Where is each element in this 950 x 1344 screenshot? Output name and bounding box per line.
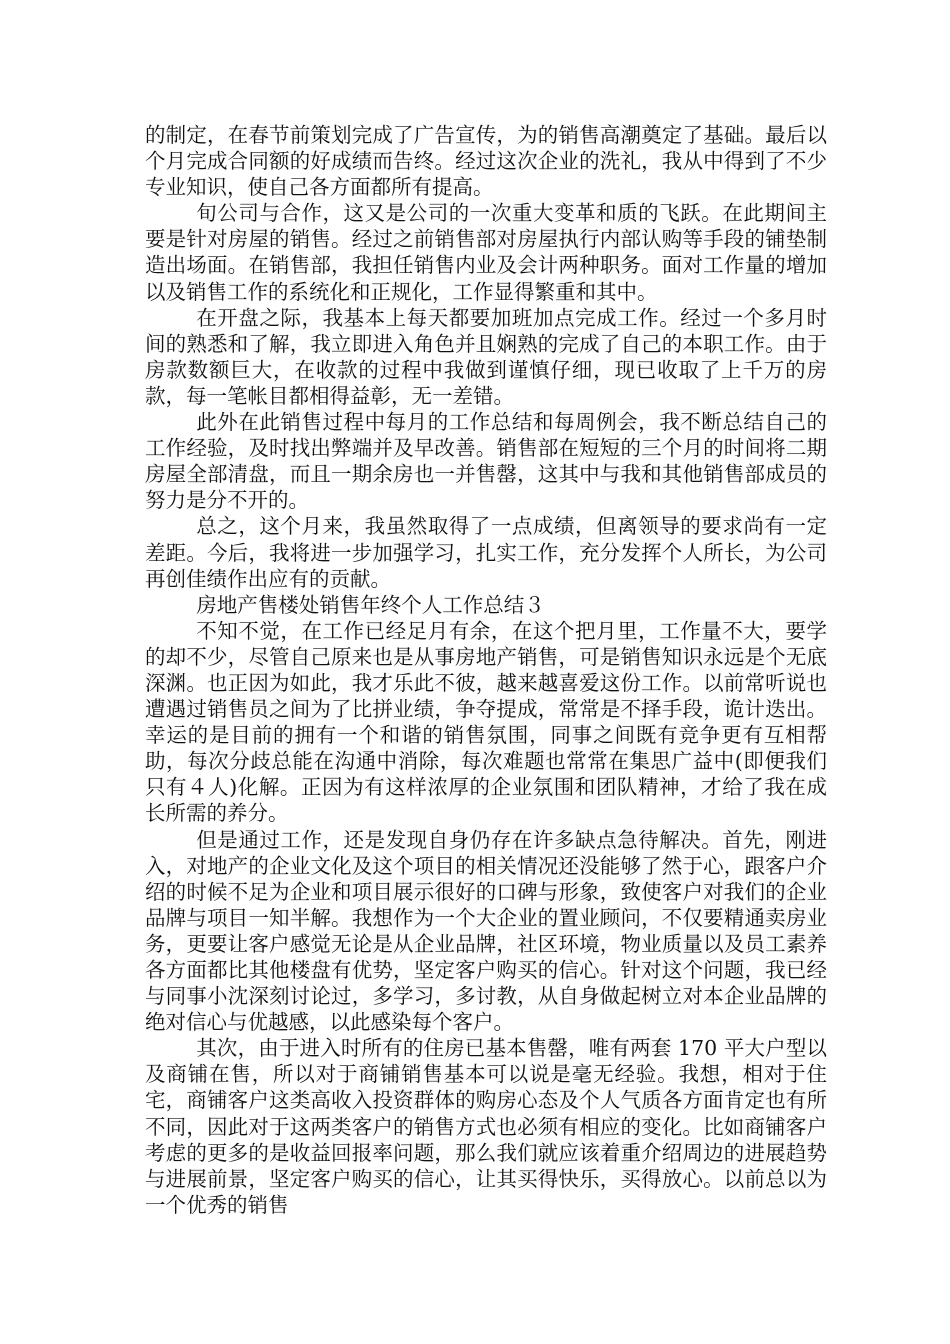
section-heading: 房地产售楼处销售年终个人工作总结３ bbox=[196, 592, 545, 617]
paragraph: 总之，这个月来，我虽然取得了一点成绩，但离领导的要求尚有一定差距。今后，我将进一步加强学习，扎实工作，充分发挥个人所长，为公司再创佳绩作出应有的贡献。 bbox=[145, 514, 827, 591]
paragraph: 其次，由于进入时所有的住房已基本售罄，唯有两套 170 平大户型以及商铺在售，所以对于商铺销售基本可以说是毫无经验。我想，相对于住宅，商铺客户这类高收入投资群体的购房心态及个人气质各方面肯定也有所不同，因此对于这两类客户的销售方式也必须有相应的变化。比如商铺客户考虑的更多的是收益回报率问题，那么我们就应该着重介绍周边的进展趋势与进展前景，坚定客户购买的信心，让其买得快乐，买得放心。以前总以为一个优秀的销售 bbox=[145, 1036, 827, 1217]
paragraph: 的制定，在春节前策划完成了广告宣传，为的销售高潮奠定了基础。最后以个月完成合同额的好成绩而告终。经过这次企业的洗礼，我从中得到了不少专业知识，使自己各方面都所有提高。 bbox=[145, 123, 827, 200]
document-body bbox=[145, 122, 827, 1218]
paragraph: 旬公司与合作，这又是公司的一次重大变革和质的飞跃。在此期间主要是针对房屋的销售。经过之前销售部对房屋执行内部认购等手段的铺垫制造出场面。在销售部，我担任销售内业及会计两种职务。面对工作量的增加以及销售工作的系统化和正规化，工作显得繁重和其中。 bbox=[145, 201, 827, 304]
paragraph: 此外在此销售过程中每月的工作总结和每周例会，我不断总结自己的工作经验，及时找出弊端并及早改善。销售部在短短的三个月的时间将二期房屋全部清盘，而且一期余房也一并售罄，这其中与我和其他销售部成员的努力是分不开的。 bbox=[145, 410, 827, 513]
paragraph: 在开盘之际，我基本上每天都要加班加点完成工作。经过一个多月时间的熟悉和了解，我立即进入角色并且娴熟的完成了自己的本职工作。由于房款数额巨大，在收款的过程中我做到谨慎仔细，现已收取了上千万的房款，每一笔帐目都相得益彰，无一差错。 bbox=[145, 305, 827, 408]
paragraph: 不知不觉，在工作已经足月有余，在这个把月里，工作量不大，要学的却不少，尽管自己原来也是从事房地产销售，可是销售知识永远是个无底深渊。也正因为如此，我才乐此不彼，越来越喜爱这份工作。以前常听说也遭遇过销售员之间为了比拼业绩，争夺提成，常常是不择手段，诡计迭出。幸运的是目前的拥有一个和谐的销售氛围，同事之间既有竞争更有互相帮助，每次分歧总能在沟通中消除，每次难题也常常在集思广益中(即便我们只有４人)化解。正因为有这样浓厚的企业氛围和团队精神，才给了我在成长所需的养分。 bbox=[145, 618, 827, 826]
paragraph: 但是通过工作，还是发现自身仍存在许多缺点急待解决。首先，刚进入，对地产的企业文化及这个项目的相关情况还没能够了然于心，跟客户介绍的时候不足为企业和项目展示很好的口碑与形象，致使客户对我们的企业品牌与项目一知半解。我想作为一个大企业的置业顾问，不仅要精通卖房业务，更要让客户感觉无论是从企业品牌，社区环境，物业质量以及员工素养各方面都比其他楼盘有优势，坚定客户购买的信心。针对这个问题，我已经与同事小沈深刻讨论过，多学习，多讨教，从自身做起树立对本企业品牌的绝对信心与优越感，以此感染每个客户。 bbox=[145, 827, 827, 1035]
